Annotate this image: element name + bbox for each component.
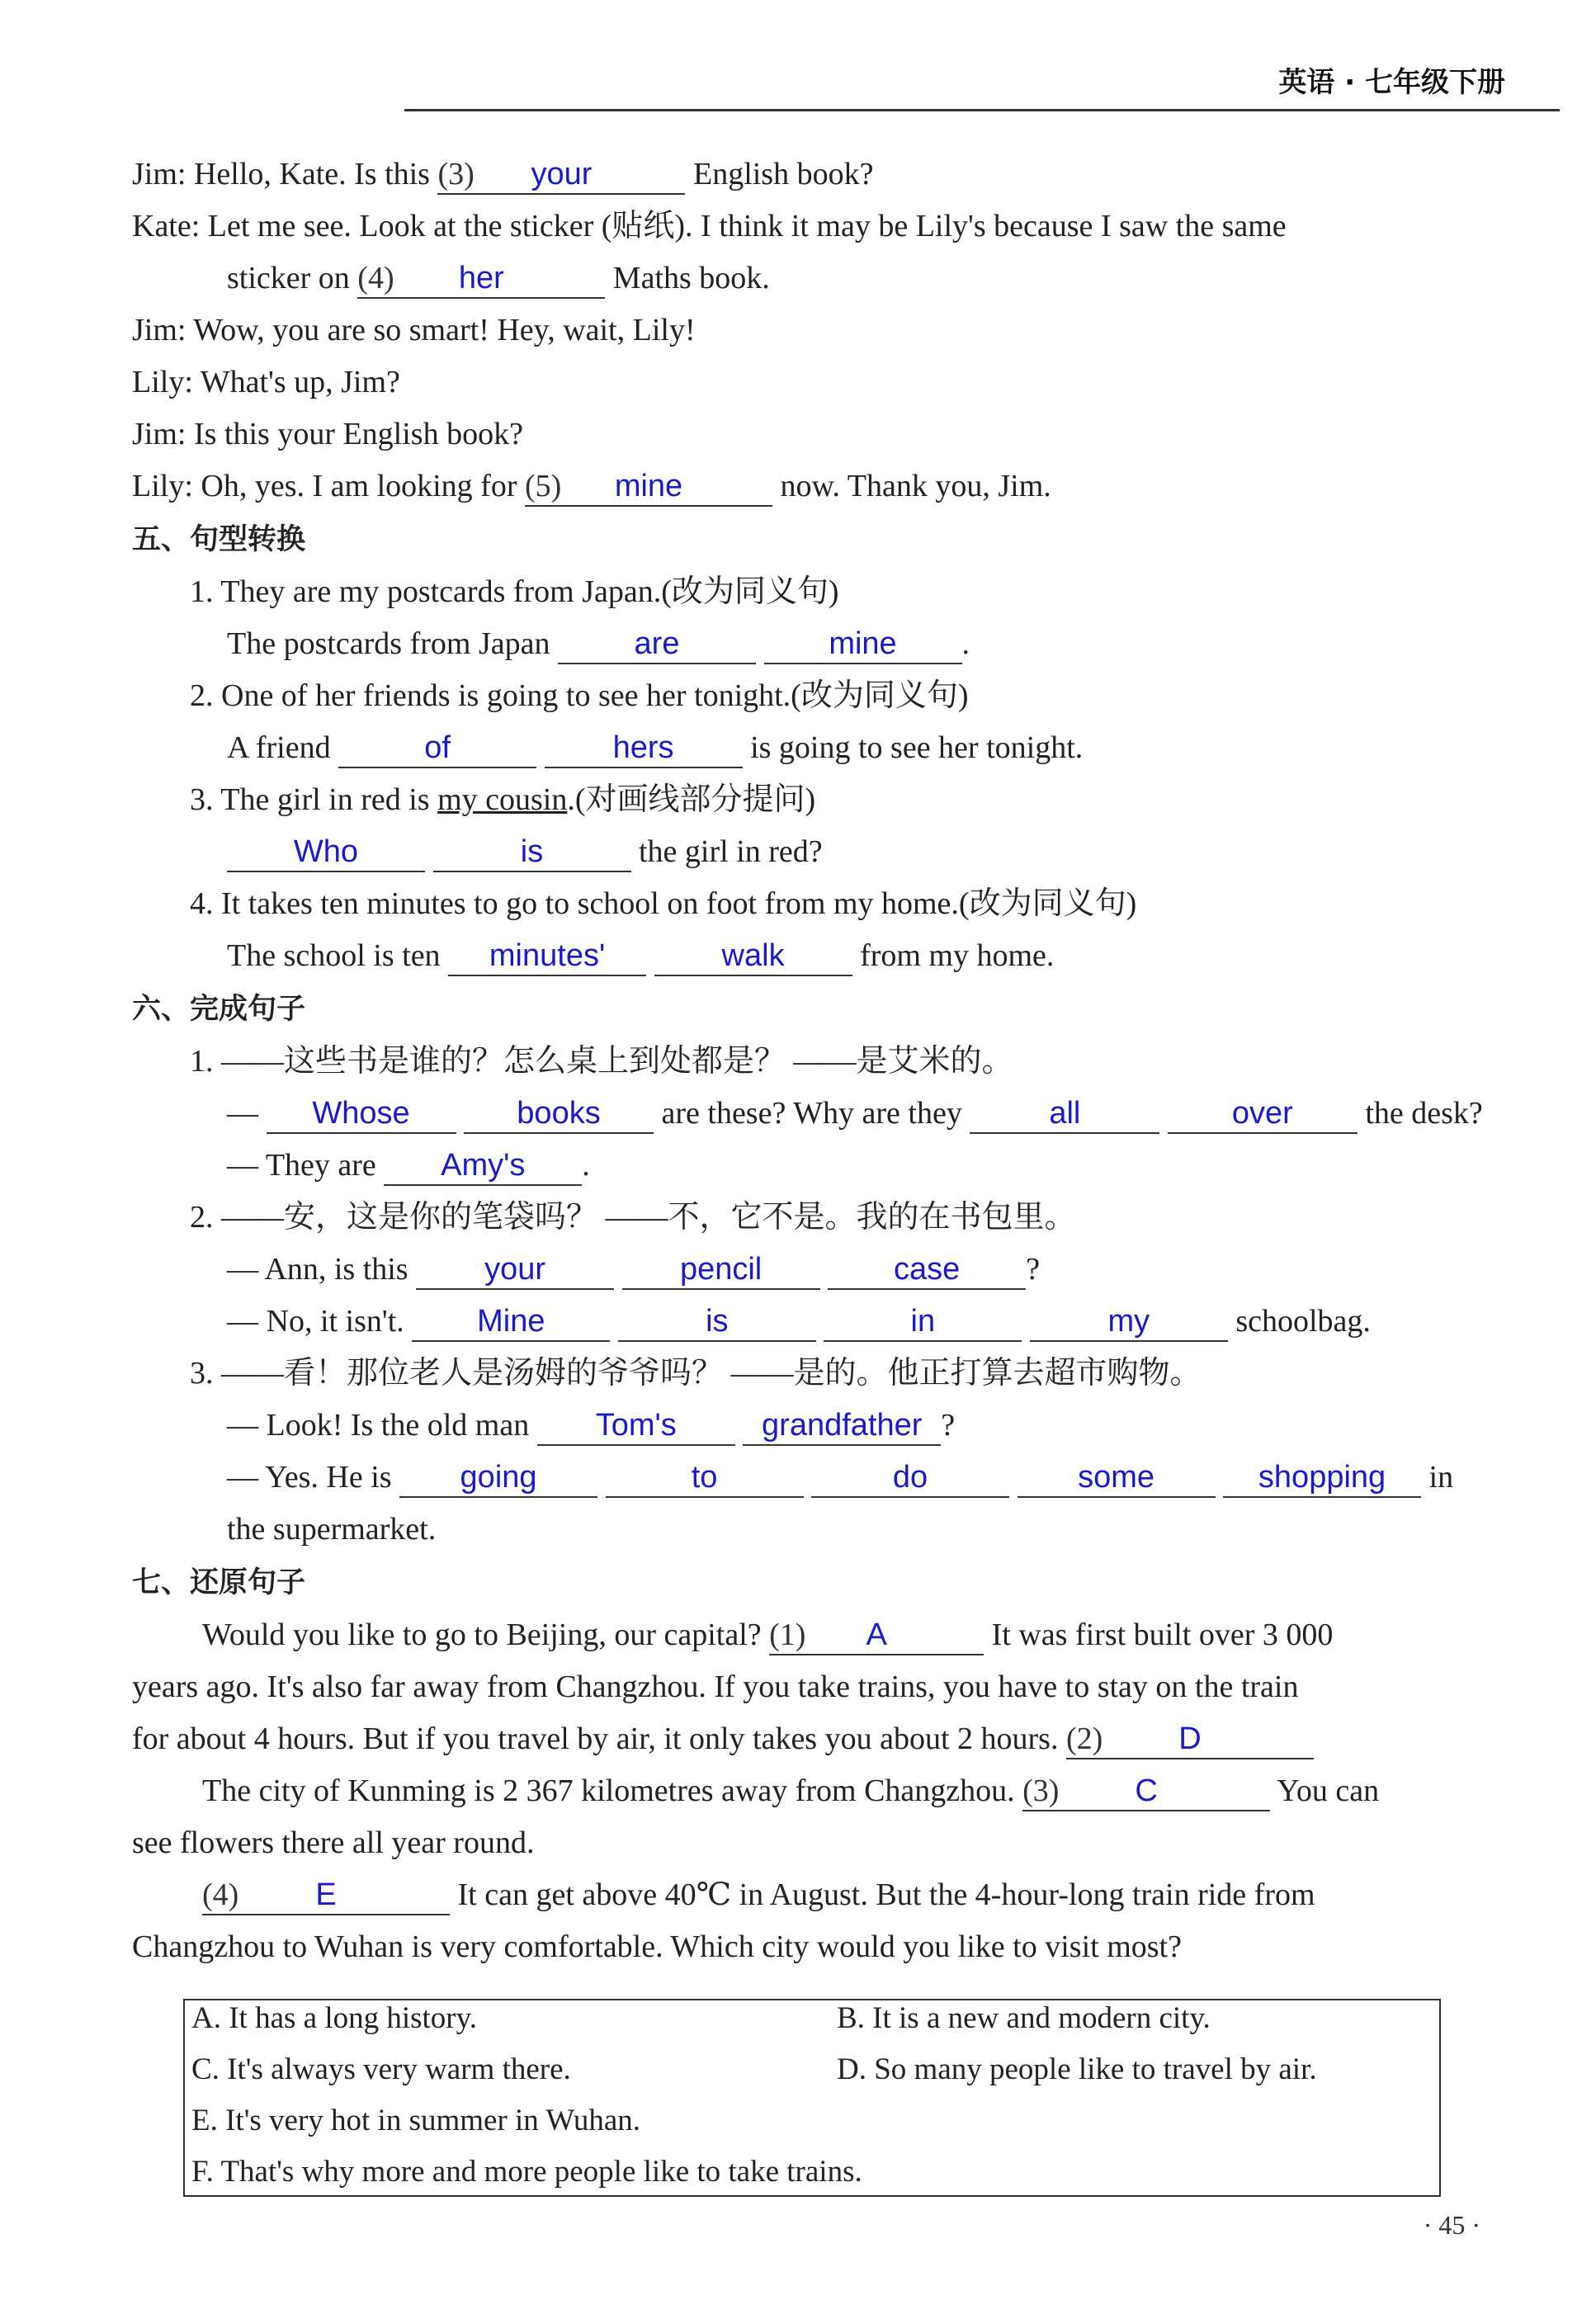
dialogue-line-6: Jim: Is this your English book?: [132, 417, 523, 451]
answer-blank: pencil: [622, 1250, 820, 1290]
dialogue-line-2: Kate: Let me see. Look at the sticker (贴纸). I think it may be Lily's because I saw the same: [132, 209, 1287, 243]
page-content: [132, 149, 1494, 1973]
question: 3. The girl in red is my cousin.(对画线部分提问): [190, 782, 816, 817]
underlined-phrase: my cousin: [437, 782, 568, 817]
passage-line: (4) E It can get above 40℃ in August. But the 4-hour-long train ride from: [132, 1869, 1494, 1921]
question: 4. It takes ten minutes to go to school on foot from my home.(改为同义句): [190, 886, 1137, 921]
page-number: · 45 ·: [1423, 2210, 1480, 2240]
question: 2. ——安，这是你的笔袋吗？ ——不，它不是。我的在书包里。: [190, 1200, 1076, 1235]
answer-line: The school is ten minutes' walk from my home.: [132, 930, 1494, 982]
option-e: E. It's very hot in summer in Wuhan.: [191, 2104, 640, 2137]
option-d: D. So many people like to travel by air.: [837, 2052, 1317, 2086]
answer-blank: Mine: [412, 1302, 610, 1342]
passage-line: see flowers there all year round.: [132, 1825, 535, 1860]
option-c: C. It's always very warm there.: [191, 2052, 571, 2086]
options-box: [183, 1999, 1441, 2197]
dialogue-line-4: Jim: Wow, you are so smart! Hey, wait, Lily!: [132, 313, 696, 347]
answer-blank: over: [1168, 1094, 1358, 1134]
answer-blank-3: (3) C: [1022, 1772, 1270, 1811]
dialogue-line-3: sticker on (4) her Maths book.: [132, 253, 1494, 305]
answer-blank: are: [558, 625, 756, 664]
answer-blank: is: [433, 833, 631, 872]
answer-blank: do: [811, 1458, 1009, 1498]
answer-blank-3: (3) your: [437, 155, 685, 195]
answer-line: — They are Amy's .: [132, 1140, 1494, 1192]
passage-line: The city of Kunming is 2 367 kilometres away from Changzhou. (3) C You can: [132, 1765, 1494, 1817]
answer-line: — Yes. He is going to do some shopping in: [132, 1452, 1494, 1504]
answer-blank-4: (4) her: [357, 259, 605, 299]
answer-blank: mine: [764, 625, 962, 664]
passage-line: for about 4 hours. But if you travel by air, it only takes you about 2 hours. (2) D: [132, 1713, 1494, 1765]
header-rule: [404, 109, 1560, 111]
answer-blank: Whose: [267, 1094, 456, 1134]
answer-line: the supermarket.: [227, 1512, 437, 1547]
answer-blank: Who: [227, 833, 425, 872]
option-f: F. That's why more and more people like to take trains.: [191, 2155, 862, 2189]
section-title: 六、完成句子: [132, 993, 306, 1026]
answer-blank: my: [1030, 1302, 1228, 1342]
question: 2. One of her friends is going to see her tonight.(改为同义句): [190, 678, 969, 713]
answer-blank: of: [338, 729, 536, 768]
passage-line: years ago. It's also far away from Changzhou. If you take trains, you have to stay on the train: [132, 1670, 1299, 1704]
option-b: B. It is a new and modern city.: [837, 2001, 1211, 2035]
answer-blank-4: (4) E: [202, 1876, 450, 1915]
question: 1. ——这些书是谁的？怎么桌上到处都是？ ——是艾米的。: [190, 1044, 1013, 1079]
answer-blank: hers: [545, 729, 743, 768]
page-header: 英语 · 七年级下册: [1278, 66, 1505, 99]
dialogue-line-5: Lily: What's up, Jim?: [132, 365, 400, 399]
passage-line: Changzhou to Wuhan is very comfortable. Which city would you like to visit most?: [132, 1929, 1182, 1964]
answer-blank: books: [464, 1094, 654, 1134]
answer-line: — Ann, is this your pencil case ?: [132, 1244, 1494, 1296]
answer-line: A friend of hers is going to see her tonight.: [132, 722, 1494, 774]
answer-blank: grandfather: [743, 1406, 941, 1446]
answer-blank: walk: [654, 937, 852, 976]
answer-blank: some: [1018, 1458, 1216, 1498]
section-title: 七、还原句子: [132, 1566, 306, 1599]
answer-blank: is: [618, 1302, 816, 1342]
section-title: 五、句型转换: [132, 523, 306, 556]
answer-line: — Whose books are these? Why are they all over the desk?: [132, 1088, 1494, 1140]
answer-blank: Amy's: [384, 1146, 582, 1186]
option-a: A. It has a long history.: [191, 2001, 477, 2035]
answer-blank: Tom's: [537, 1406, 735, 1446]
answer-line: Who is the girl in red?: [132, 826, 1494, 878]
answer-line: The postcards from Japan are mine .: [132, 618, 1494, 670]
answer-blank-1: (1) A: [769, 1616, 984, 1655]
answer-line: — Look! Is the old man Tom's grandfather ?: [132, 1400, 1494, 1452]
answer-blank-5: (5) mine: [525, 467, 772, 507]
answer-blank-2: (2) D: [1066, 1720, 1314, 1759]
dialogue-line-7: Lily: Oh, yes. I am looking for (5) mine now. Thank you, Jim.: [132, 460, 1494, 512]
answer-line: — No, it isn't. Mine is in my schoolbag.: [132, 1296, 1494, 1348]
answer-blank: to: [606, 1458, 804, 1498]
dialogue-line-1: Jim: Hello, Kate. Is this (3) your English book?: [132, 149, 1494, 201]
answer-blank: in: [824, 1302, 1022, 1342]
answer-blank: case: [828, 1250, 1026, 1290]
answer-blank: shopping: [1223, 1458, 1421, 1498]
question: 3. ——看！那位老人是汤姆的爷爷吗？ ——是的。他正打算去超市购物。: [190, 1356, 1202, 1391]
answer-blank: going: [399, 1458, 597, 1498]
answer-blank: all: [970, 1094, 1159, 1134]
answer-blank: minutes': [448, 937, 646, 976]
answer-blank: your: [416, 1250, 614, 1290]
question: 1. They are my postcards from Japan.(改为同义句): [190, 574, 839, 609]
passage-line: Would you like to go to Beijing, our capital? (1) A It was first built over 3 000: [132, 1609, 1494, 1661]
